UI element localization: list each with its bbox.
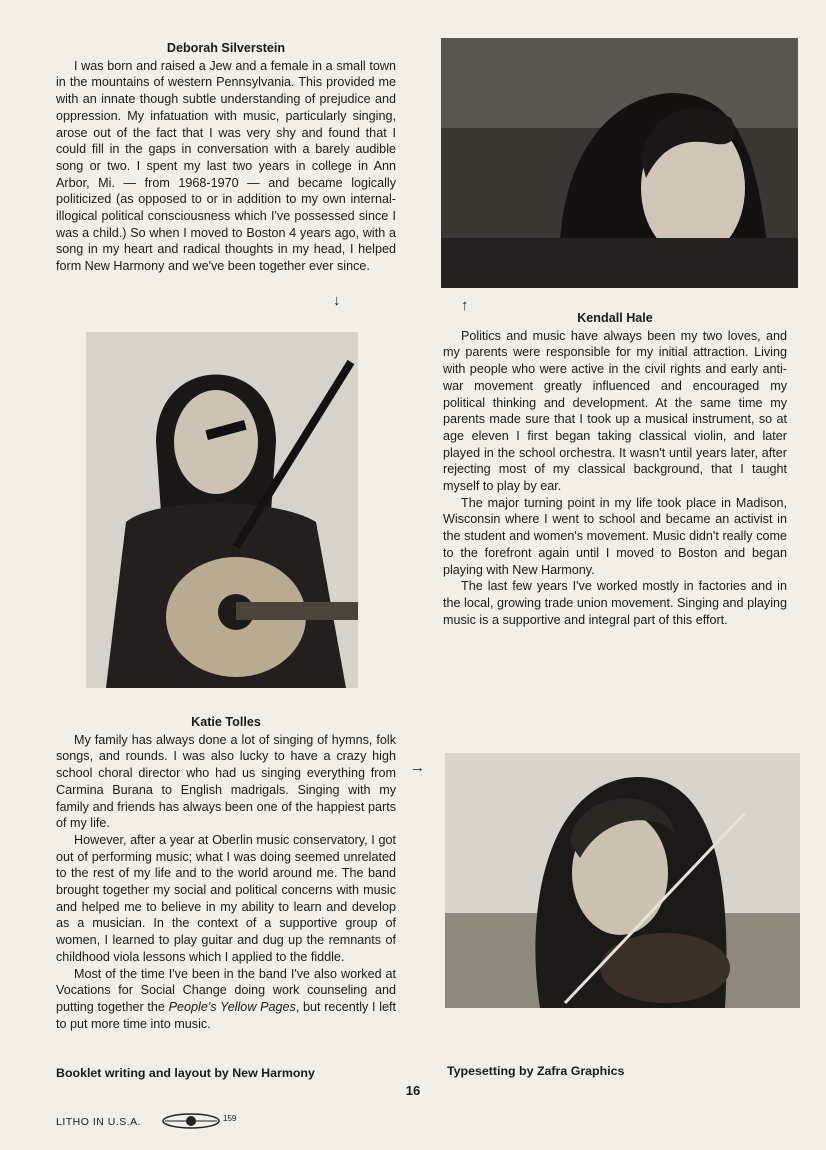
kendall-paragraph: The major turning point in my life took place in Madison, Wisconsin where I went to school and became an activist in the student and women's movement. Music didn't really come to the forefront again until I moved to Boston and began playing with New Harmony.: [443, 495, 787, 577]
deborah-bio: [56, 40, 396, 275]
arrow-right-icon: →: [410, 759, 425, 776]
katie-text: , but recently I left to put more time into music.: [56, 999, 396, 1031]
kendall-name: Kendall Hale: [577, 311, 653, 325]
booklet-credit: Booklet writing and layout by New Harmony: [56, 1066, 315, 1080]
katie-paragraph: However, after a year at Oberlin music conservatory, I got out of performing music; what I was doing seemed unrelated to the rest of my life and to the world around me. The band brought together my social and political concerns with music and helped me to believe in my ability to learn and develop as a musician. In the context of a supportive group of women, I learned to play guitar and dug up the remnants of childhood viola lessons which I applied to the fiddle.: [56, 832, 396, 964]
emblem-number: 159: [223, 1114, 237, 1123]
katie-paragraph: My family has always done a lot of singing of hymns, folk songs, and rounds. I was also lucky to have a crazy high school choral director who had us singing everything from Carmina Burana to English madrigals. Singing with my family and friends has always been one of the happiest parts of my life.: [56, 732, 396, 831]
arrow-up-icon: ↑: [461, 297, 469, 314]
violin-photo: [445, 753, 800, 1008]
litho-footer: LITHO IN U.S.A.: [56, 1116, 142, 1128]
page-number: 16: [405, 1083, 421, 1098]
katie-text: Most of the time I've been in the band I've also worked at Vocations for Social Change doing work counseling and putting together the: [56, 966, 396, 1014]
katie-bio: [56, 714, 396, 1032]
kendall-bio: [443, 310, 787, 628]
katie-photo: [86, 332, 358, 688]
union-bug-icon: [161, 1112, 239, 1130]
deborah-name: Deborah Silverstein: [166, 41, 286, 55]
kendall-paragraph: The last few years I've worked mostly in factories and in the local, growing trade union movement. Singing and playing music is a supportive and integral part of this effort.: [443, 579, 787, 627]
kendall-photo: [441, 38, 798, 288]
typesetting-credit: Typesetting by Zafra Graphics: [447, 1064, 625, 1078]
arrow-down-icon: ↓: [333, 292, 341, 309]
katie-name: Katie Tolles: [191, 715, 261, 729]
peoples-yellow-pages-title: People's Yellow Pages: [168, 999, 296, 1014]
katie-last-paragraph: [56, 966, 396, 1033]
kendall-paragraph: Politics and music have always been my two loves, and my parents were responsible for my initial attraction. Living with people who were active in the civil rights and early anti-war movement greatly influenced and encouraged my political thinking and development. At the same time my parents made sure that I took up a musical instrument, so at age eleven I first began taking classical violin, and later played in the school orchestra. It wasn't until years later, after rejecting most of my classical background, that I taught myself to play by ear.: [443, 328, 787, 494]
deborah-paragraph: I was born and raised a Jew and a female in a small town in the mountains of western Pennsylvania. This provided me with an innate though subtle understanding of prejudice and oppression. My infatuation with music, particularly singing, arose out of the fact that I was very shy and found that I could fill in the gaps in conversation with a barely audible song or two. I spent my last two years in college in Ann Arbor, Mi. — from 1968-1970 — and became logically politicized (as opposed to or in addition to my own internal-illogical political consciousness which I've possessed since I was a child.) So when I moved to Boston 4 years ago, with a song in my heart and radical thoughts in my head, I helped form New Harmony and we've been together ever since.: [56, 58, 396, 274]
